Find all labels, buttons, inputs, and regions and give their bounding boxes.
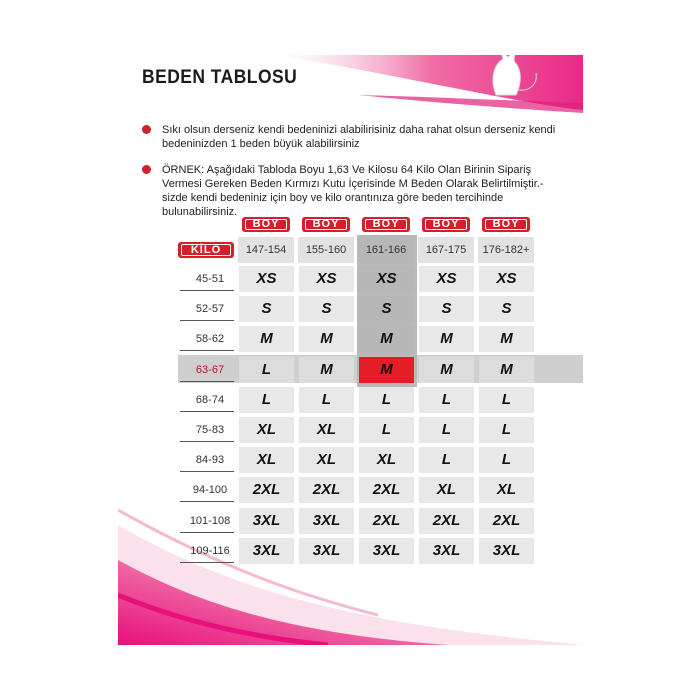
weight-underline bbox=[180, 350, 234, 351]
size-cell: L bbox=[479, 417, 534, 443]
size-cell: 3XL bbox=[299, 538, 354, 564]
size-cell: XS bbox=[299, 266, 354, 292]
size-cell: S bbox=[419, 296, 474, 322]
boy-header: BOY bbox=[362, 217, 410, 232]
height-range: 161-166 bbox=[358, 237, 414, 263]
size-cell: M bbox=[359, 326, 414, 352]
size-cell: L bbox=[419, 417, 474, 443]
size-cell: S bbox=[479, 296, 534, 322]
bullet-icon bbox=[142, 165, 151, 174]
size-cell: S bbox=[239, 296, 294, 322]
size-cell: 2XL bbox=[359, 508, 414, 534]
size-cell: M bbox=[299, 326, 354, 352]
size-cell: M bbox=[299, 357, 354, 383]
page-title: BEDEN TABLOSU bbox=[142, 67, 298, 88]
boy-header: BOY bbox=[482, 217, 530, 232]
bullet-icon bbox=[142, 125, 151, 134]
height-range: 147-154 bbox=[238, 237, 294, 263]
size-cell: XS bbox=[359, 266, 414, 292]
size-cell: 3XL bbox=[359, 538, 414, 564]
size-cell: 3XL bbox=[239, 538, 294, 564]
size-cell: 2XL bbox=[419, 508, 474, 534]
size-cell: XS bbox=[479, 266, 534, 292]
weight-range: 63-67 bbox=[195, 363, 225, 376]
size-cell: L bbox=[239, 357, 294, 383]
boy-header: BOY bbox=[422, 217, 470, 232]
size-cell: M bbox=[479, 357, 534, 383]
weight-underline bbox=[180, 290, 234, 291]
size-cell: XS bbox=[419, 266, 474, 292]
size-cell: M bbox=[359, 357, 414, 383]
size-cell: 3XL bbox=[299, 508, 354, 534]
size-cell: S bbox=[299, 296, 354, 322]
note-2: ÖRNEK: Aşağıdaki Tabloda Boyu 1,63 Ve Kilosu 64 Kilo Olan Birinin Sipariş Vermesi Gereken Beden Kırmızı Kutu İçerisinde M Beden Olarak Belirtilmiştir.- sizde kendi bedeniniz için boy ve kilo orantınıza göre beden tercihinde bulunabilirsiniz. bbox=[142, 163, 562, 219]
size-cell: 2XL bbox=[299, 477, 354, 503]
boy-header: BOY bbox=[242, 217, 290, 232]
size-cell: L bbox=[299, 387, 354, 413]
size-cell: XL bbox=[479, 477, 534, 503]
weight-range: 109-116 bbox=[190, 544, 230, 557]
size-cell: 2XL bbox=[239, 477, 294, 503]
size-cell: S bbox=[359, 296, 414, 322]
size-cell: L bbox=[419, 447, 474, 473]
size-cell: M bbox=[419, 357, 474, 383]
weight-underline bbox=[180, 381, 234, 382]
weight-range: 75-83 bbox=[195, 424, 225, 436]
size-cell: XL bbox=[239, 447, 294, 473]
size-cell: M bbox=[419, 326, 474, 352]
size-cell: 3XL bbox=[239, 508, 294, 534]
height-range: 176-182+ bbox=[478, 237, 534, 263]
size-cell: XL bbox=[419, 477, 474, 503]
size-cell: L bbox=[239, 387, 294, 413]
size-cell: L bbox=[359, 387, 414, 413]
size-cell: XL bbox=[359, 447, 414, 473]
size-cell: 3XL bbox=[419, 538, 474, 564]
weight-underline bbox=[180, 471, 234, 472]
weight-range: 52-57 bbox=[195, 303, 225, 316]
note-1: Sıkı olsun derseniz kendi bedeninizi alabilirisiniz daha rahat olsun derseniz kendi bedeninizden 1 beden büyük alabilirsiniz bbox=[142, 123, 562, 151]
size-cell: 2XL bbox=[359, 477, 414, 503]
size-cell: M bbox=[239, 326, 294, 352]
size-cell: XS bbox=[239, 266, 294, 292]
size-cell: XL bbox=[299, 417, 354, 443]
weight-range: 94-100 bbox=[192, 484, 228, 497]
boy-header: BOY bbox=[302, 217, 350, 232]
size-cell: XL bbox=[239, 417, 294, 443]
size-cell: 2XL bbox=[479, 508, 534, 534]
weight-underline bbox=[180, 411, 234, 412]
weight-range: 58-62 bbox=[195, 333, 225, 346]
weight-underline bbox=[180, 501, 234, 502]
size-cell: 3XL bbox=[479, 538, 534, 564]
size-chart-sheet bbox=[118, 55, 583, 645]
height-range: 155-160 bbox=[298, 237, 354, 263]
size-cell: L bbox=[359, 417, 414, 443]
weight-underline bbox=[180, 532, 234, 533]
size-cell: L bbox=[479, 387, 534, 413]
weight-range: 45-51 bbox=[195, 273, 225, 285]
weight-underline bbox=[180, 562, 234, 563]
weight-underline bbox=[180, 320, 234, 321]
size-cell: L bbox=[419, 387, 474, 413]
weight-underline bbox=[180, 441, 234, 442]
weight-range: 68-74 bbox=[195, 393, 225, 406]
height-range: 167-175 bbox=[418, 237, 474, 263]
weight-range: 101-108 bbox=[189, 514, 231, 527]
kilo-header: KİLO bbox=[178, 242, 234, 258]
size-cell: L bbox=[479, 447, 534, 473]
weight-range: 84-93 bbox=[195, 454, 225, 467]
size-cell: XL bbox=[299, 447, 354, 473]
size-cell: M bbox=[479, 326, 534, 352]
